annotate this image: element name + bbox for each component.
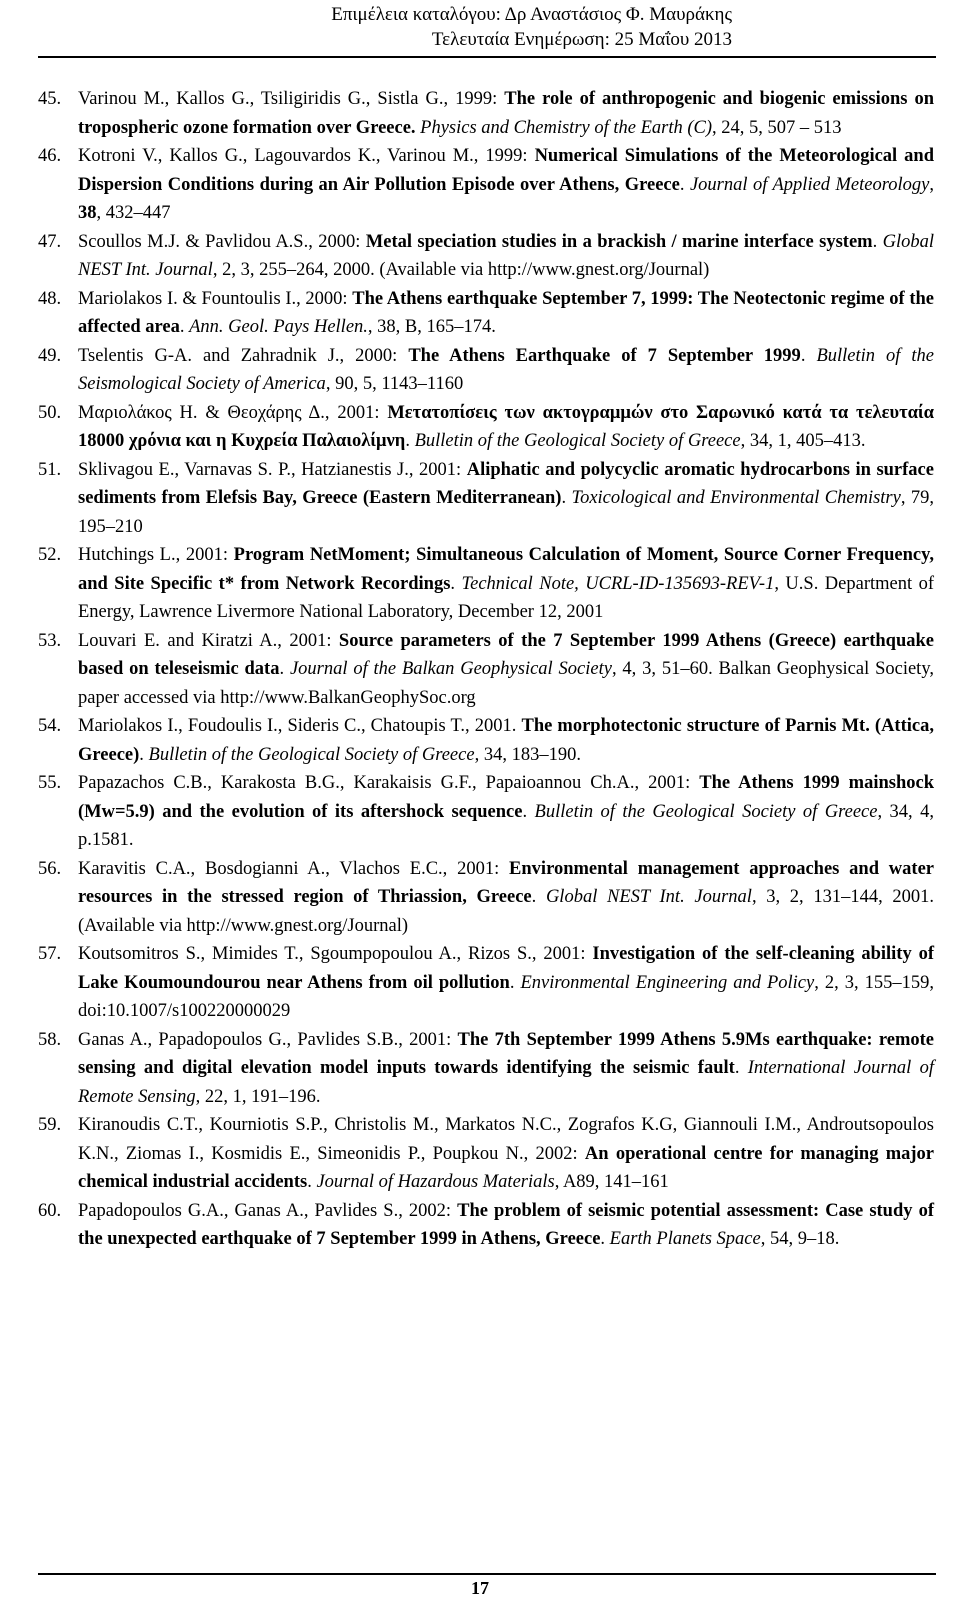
reference-text: . [872,231,883,252]
reference-journal: Earth Planets Space [609,1229,761,1249]
reference-journal: Technical Note, UCRL-ID-135693-REV-1 [461,573,775,594]
reference-item [38,627,934,713]
reference-text: , 2, 3, 155–159, doi:10.1007/s100220000029 [78,972,935,1021]
header-rule [38,56,936,58]
reference-text: Tselentis G-A. and Zahradnik J., 2000: [78,345,409,366]
reference-text: , 4, 3, 51–60. Balkan Geophysical Society, paper accessed via http://www.BalkanGeophySoc.org [78,659,934,708]
reference-text: . [509,972,521,993]
reference-number: 47. [38,231,62,252]
reference-item [38,769,934,855]
reference-text: . [561,488,572,508]
reference-journal: Global NEST Int. Journal [545,887,752,907]
reference-text: , 34, 183–190. [474,744,581,765]
header-editor-line: Επιμέλεια καταλόγου: Δρ Αναστάσιος Φ. Μαυράκης [331,4,732,25]
reference-journal: Ann. Geol. Pays Hellen. [189,317,368,337]
reference-number: 46. [38,146,62,166]
reference-text: , A89, 141–161 [554,1172,669,1192]
reference-title: The 7th September 1999 Athens 5.9Ms earthquake: remote sensing and digital elevation model inputs towards identifying the seismic fault [78,1029,934,1078]
reference-text: , 3, 2, 131–144, 2001. (Available via http://www.gnest.org/Journal) [78,887,935,936]
reference-text: . [307,1172,317,1192]
footer-rule [38,1573,936,1575]
reference-title: 38 [78,203,97,223]
reference-text: Papadopoulos G.A., Ganas A., Pavlides S., 2002: [78,1200,458,1221]
reference-journal: International Journal of Remote Sensing [78,1058,934,1107]
reference-number: 53. [38,630,62,651]
reference-journal: Bulletin of the Geological Society of Greece [148,744,475,765]
reference-text: . [800,345,817,366]
reference-text: . [734,1058,748,1078]
reference-item [38,399,934,456]
reference-journal: Physics and Chemistry of the Earth (C) [420,117,713,138]
reference-item [38,1026,934,1112]
reference-title: The Athens earthquake September 7, 1999: The Neotectonic regime of the affected area [78,288,934,337]
reference-journal: Journal of Applied Meteorology [689,174,930,195]
reference-text: . [179,317,190,337]
reference-item [38,142,934,228]
reference-number: 55. [38,773,62,793]
reference-item [38,456,934,542]
reference-list [38,85,934,1254]
reference-number: 51. [38,459,62,480]
reference-text: , [929,174,934,195]
reference-text: , 432–447 [96,203,171,223]
reference-number: 49. [38,345,62,366]
reference-text: , 24, 5, 507 – 513 [712,117,842,138]
reference-text: , 38, B, 165–174. [367,317,496,337]
reference-text: , 34, 4, p.1581. [78,801,934,850]
reference-number: 60. [38,1200,62,1221]
reference-journal: Environmental Engineering and Policy [520,972,815,993]
reference-text: Scoullos M.J. & Pavlidou A.S., 2000: [78,231,366,252]
reference-text: Kiranoudis C.T., Kourniotis S.P., Christolis M., Markatos N.C., Zografos K.G, Giannouli I.M., Androutsopoulos K.N., Ziomas I., Kosmidis E., Simeonidis P., Poupkou N., 2002: [78,1115,934,1164]
reference-title: Source parameters of the 7 September 1999 Athens (Greece) earthquake based on teleseismic data [78,630,934,679]
reference-text: . [450,573,462,594]
reference-number: 50. [38,402,62,423]
reference-text: , U.S. Department of Energy, Lawrence Livermore National Laboratory, December 12, 2001 [78,573,934,622]
reference-text: Hutchings L., 2001: [78,545,234,565]
reference-title: An operational centre for managing major chemical industrial accidents [78,1143,934,1192]
reference-text: . [279,659,290,679]
reference-number: 59. [38,1115,62,1135]
reference-text: Karavitis C.A., Bosdogianni A., Vlachos E.C., 2001: [78,858,510,879]
reference-text: . [405,431,415,451]
reference-title: Numerical Simulations of the Meteorological and Dispersion Conditions during an Air Pollution Episode over Athens, Greece [78,146,935,195]
reference-text: , 22, 1, 191–196. [195,1086,321,1107]
reference-journal: Global NEST Int. Journal [78,231,934,280]
reference-item [38,712,934,769]
reference-title: The Athens Earthquake of 7 September 1999 [408,345,801,366]
reference-title: Investigation of the self-cleaning ability of Lake Koumoundourou near Athens from oil pollution [78,944,934,993]
reference-item [38,85,934,142]
reference-text: Ganas A., Papadopoulos G., Pavlides S.B., 2001: [78,1029,458,1050]
reference-text: Papazachos C.B., Karakosta B.G., Karakaisis G.F., Papaioannou Ch.A., 2001: [78,773,700,793]
page-number: 17 [471,1578,489,1598]
reference-item [38,285,934,342]
page-header [331,2,732,52]
reference-title: Metal speciation studies in a brackish / marine interface system [365,231,873,252]
reference-text: Kotroni V., Kallos G., Lagouvardos K., Varinou M., 1999: [78,146,535,166]
reference-text: Louvari E. and Kiratzi A., 2001: [78,630,339,651]
reference-title: The morphotectonic structure of Parnis Mt. (Attica, Greece) [78,716,934,765]
reference-number: 45. [38,89,62,109]
reference-text: , 2, 3, 255–264, 2000. (Available via http://www.gnest.org/Journal) [212,260,710,280]
reference-title: Program NetMoment; Simultaneous Calculation of Moment, Source Corner Frequency, and Site Specific t* from Network Recordings [78,545,934,594]
reference-item [38,1111,934,1197]
reference-number: 57. [38,944,62,964]
reference-title: The problem of seismic potential assessment: Case study of the unexpected earthquake of 7 September 1999 in Athens, Greece [78,1200,934,1249]
reference-text: . [600,1229,610,1249]
reference-journal: Bulletin of the Geological Society of Greece [414,431,741,451]
reference-title: Aliphatic and polycyclic aromatic hydrocarbons in surface sediments from Elefsis Bay, Greece (Eastern Mediterranean) [78,459,934,508]
reference-number: 52. [38,545,62,565]
reference-title: Environmental management approaches and water resources in the stressed region of Thriassion, Greece [78,858,935,907]
reference-journal: Journal of the Balkan Geophysical Society [289,659,612,679]
reference-item [38,342,934,399]
reference-text: Μαριολάκος Η. & Θεοχάρης Δ., 2001: [78,402,388,423]
reference-text: . [679,174,690,195]
reference-text: Koutsomitros S., Mimides T., Sgoumpopoulou A., Rizos S., 2001: [78,944,593,964]
reference-title: The Athens 1999 mainshock (Mw=5.9) and the evolution of its aftershock sequence [78,773,935,822]
reference-text: Sklivagou E., Varnavas S. P., Hatzianestis J., 2001: [78,459,467,480]
reference-journal: Toxicological and Environmental Chemistry [571,488,901,508]
reference-text: Mariolakos I., Foudoulis I., Sideris C., Chatoupis T., 2001. [78,716,522,736]
reference-text: . [531,887,546,907]
header-updated-line: Τελευταία Ενημέρωση: 25 Μαΐου 2013 [431,29,732,50]
reference-text: , 34, 1, 405–413. [740,431,866,451]
reference-item [38,1197,934,1254]
reference-journal: Journal of Hazardous Materials [316,1172,555,1192]
reference-text: , 90, 5, 1143–1160 [325,374,464,394]
reference-text: Varinou M., Kallos G., Tsiligiridis G., Sistla G., 1999: [78,89,505,109]
reference-text: . [522,801,535,822]
reference-text: Mariolakos I. & Fountoulis I., 2000: [78,288,353,309]
reference-journal: Bulletin of the Seismological Society of America [78,345,934,394]
reference-number: 56. [38,858,62,879]
reference-number: 58. [38,1029,62,1050]
reference-title: The role of anthropogenic and biogenic emissions on tropospheric ozone formation over Greece. [78,89,935,138]
reference-item [38,855,934,941]
reference-item [38,541,934,627]
reference-text: . [139,744,149,765]
reference-text: , 79, 195–210 [78,488,935,537]
reference-item [38,940,934,1026]
reference-journal: Bulletin of the Geological Society of Greece [534,801,878,822]
reference-title: Μετατοπίσεις των ακτογραμμών στο Σαρωνικό κατά τα τελευταία 18000 χρόνια και η Κυχρεία Παλαιολίμνη [78,402,934,451]
reference-number: 48. [38,288,62,309]
reference-text: , 54, 9–18. [760,1229,840,1249]
reference-number: 54. [38,716,62,736]
reference-item [38,228,934,285]
